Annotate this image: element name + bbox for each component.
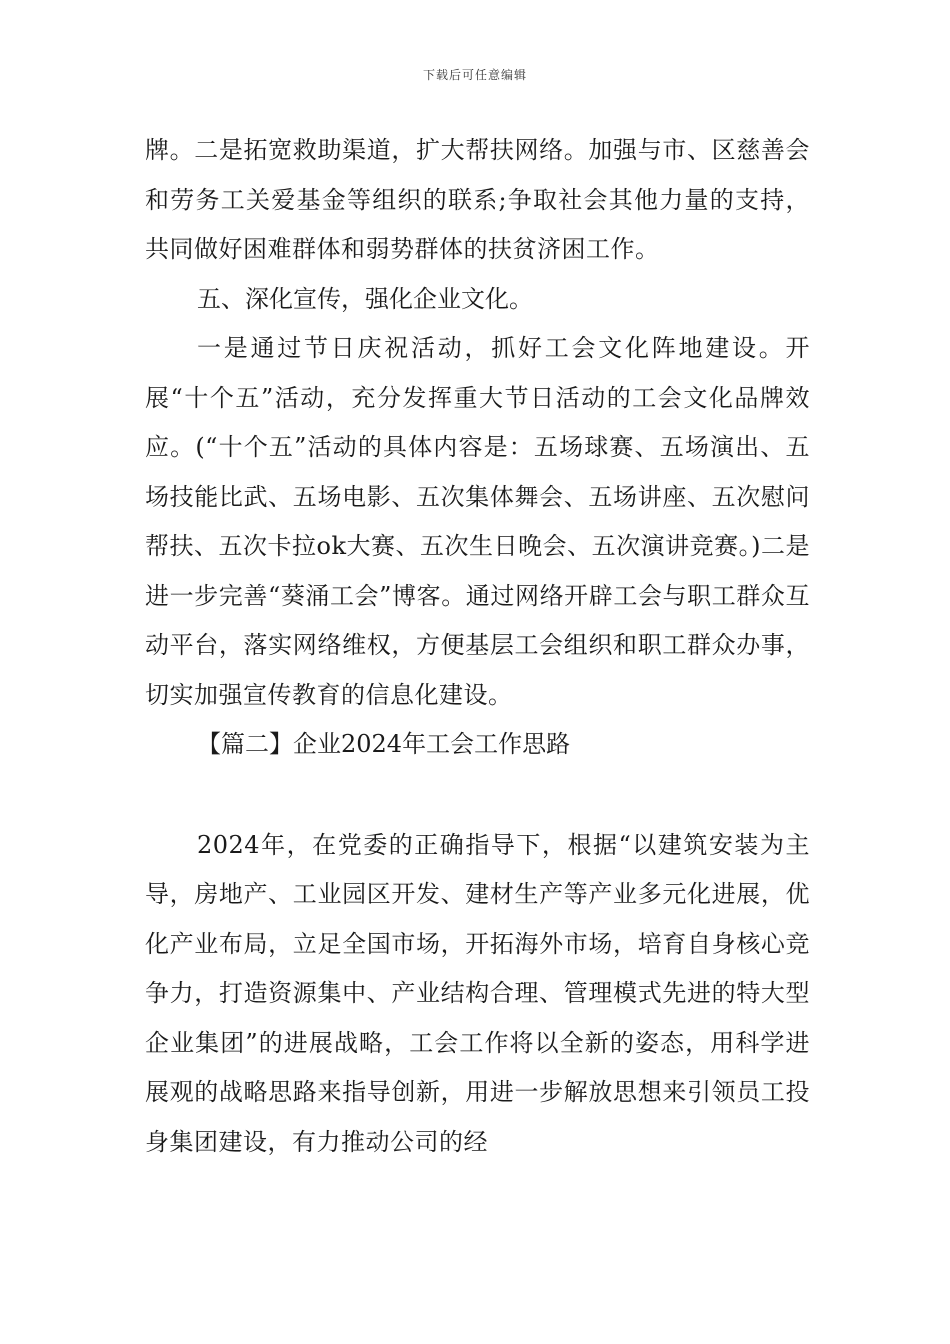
section-heading-publicity: 五、深化宣传，强化企业文化。 [197, 284, 533, 313]
paragraph-festival-activities: 一是通过节日庆祝活动，抓好工会文化阵地建设。开展“十个五”活动，充分发挥重大节日活动的工会文化品牌效应。(“十个五”活动的具体内容是：五场球赛、五场演出、五场技能比武、五场电影、五次集体舞会、五场讲座、五次慰问帮扶、五次卡拉ok大赛、五次生日晚会、五次演讲竞赛。)二是进一步完善“葵涌工会”博客。通过网络开辟工会与职工群众互动平台，落实网络维权，方便基层工会组织和职工群众办事，切实加强宣传教育的信息化建设。 [145, 334, 810, 709]
document-body [145, 126, 810, 1167]
paragraph-2024-strategy: 2024年，在党委的正确指导下，根据“以建筑安装为主导，房地产、工业园区开发、建材生产等产业多元化进展，优化产业布局，立足全国市场，开拓海外市场，培育自身核心竞争力，打造资源集中、产业结构合理、管理模式先进的特大型企业集团”的进展战略，工会工作将以全新的姿态，用科学进展观的战略思路来指导创新，用进一步解放思想来引领员工投身集团建设，有力推动公司的经 [145, 830, 810, 1156]
page-header-note: 下载后可任意编辑 [422, 68, 527, 82]
paragraph-relief-channels: 牌。二是拓宽救助渠道，扩大帮扶网络。加强与市、区慈善会和劳务工关爱基金等组织的联系;争取社会其他力量的支持，共同做好困难群体和弱势群体的扶贫济困工作。 [145, 136, 810, 263]
blank-spacer [145, 770, 810, 821]
chapter-heading-part-two: 【篇二】企业2024年工会工作思路 [197, 730, 571, 758]
